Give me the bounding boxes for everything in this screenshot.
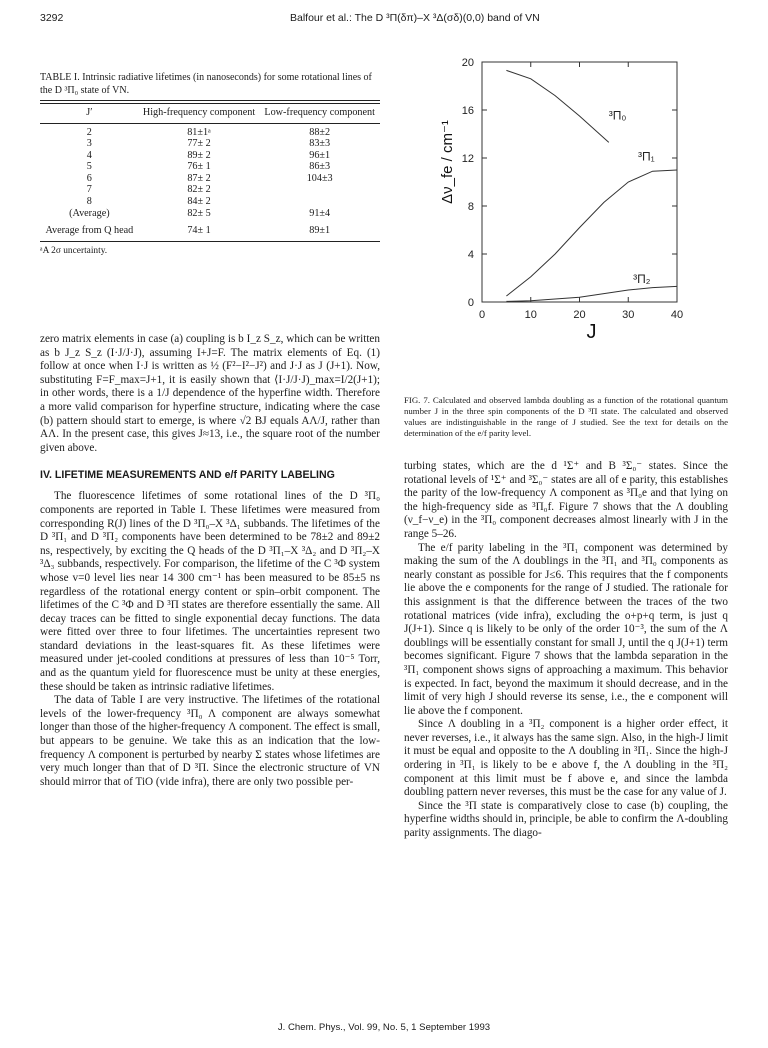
series-label-pi1: ³Π₁ <box>638 149 655 164</box>
cell-j: (Average) <box>69 207 110 219</box>
table-row <box>40 161 380 173</box>
figure-caption: FIG. 7. Calculated and observed lambda doubling as a function of the rotational quantum number J in the three spin components of the D ³Π state. The calculated and observed values are indistinguishable in the range of J studied. See the text for details on the determination of the e/f parity level. <box>404 395 728 438</box>
lifetime-table <box>40 100 380 256</box>
table-row <box>40 150 380 162</box>
series-label-pi0: ³Π₀ <box>608 108 627 123</box>
cell-high: 74± 1 <box>187 225 211 237</box>
figure-7 <box>432 52 732 342</box>
y-tick-label: 20 <box>461 57 474 69</box>
cell-low: 91±4 <box>309 207 331 219</box>
table-row <box>40 184 380 196</box>
paragraph: Since Λ doubling in a ³Π₂ component is a higher order effect, it never reverses, i.e., it always has the same sign. Also, in the high-J limit it must be equal and opposite to the Λ doubling in ³Π₁. Since the high-J ordering in ³Π₁ is likely to be e above f, the Λ doubling in the ³Π₂ component at this limit must be f above e, and since the lambda doubling pattern never reverses, this must be the case for any value of J. <box>404 718 728 799</box>
table-caption: TABLE I. Intrinsic radiative lifetimes (in nanoseconds) for some rotational lines of the D ³Π₀ state of VN. <box>40 72 372 96</box>
plot-frame <box>482 62 677 302</box>
cell-low <box>259 196 380 208</box>
cell-low: 104±3 <box>306 172 333 184</box>
cell-high: 89± 2 <box>187 149 211 161</box>
left-column <box>40 333 380 789</box>
paragraph: The e/f parity labeling in the ³Π₁ component was determined by making the sum of the Λ doublings in the ³Π₁ and ³Π₀ components as nearly constant as possible for J≤6. This requires that the f components lie above the e components for the range of J studied. The rationale for this assignment is that the difference between the traces of the two rotational matrices (vide infra), excluding the o+p+q term, is just q J(J+1). Since q is likely to be only of the order 10⁻³, the sum of the Λ doublings will be essentially constant for small J, until the q J(J+1) term becomes significant. Figure 7 shows that the lambda separation in the ³Π₁ component shows signs of approaching a maximum. This behavior is expected. In fact, beyond the maximum it should decrease, and in the limit of very high J should reverse its sense, i.e., the e component will lie above the f component. <box>404 541 728 717</box>
y-tick-label: 0 <box>467 297 474 309</box>
series-label-pi2: ³Π₂ <box>633 271 651 286</box>
x-tick-label: 30 <box>622 309 635 321</box>
cell-j: Average from Q head <box>45 225 134 237</box>
page-number: 3292 <box>40 12 64 24</box>
y-tick-label: 4 <box>467 249 474 261</box>
cell-high: 82± 2 <box>187 184 211 196</box>
x-tick-label: 20 <box>573 309 586 321</box>
table-row <box>40 208 380 220</box>
page-header <box>40 12 728 28</box>
x-tick-label: 0 <box>478 309 486 321</box>
table-footnote: ᵃA 2σ uncertainty. <box>40 245 108 256</box>
cell-low <box>259 184 380 196</box>
cell-j: 6 <box>86 172 92 184</box>
paragraph: The fluorescence lifetimes of some rotational lines of the D ³Π₀ components are reported in Table I. These lifetimes were measured from corresponding R(J) lines of the D ³Π₀–X ³Δ₁ subbands. The lifetimes of the D ³Π₁ and D ³Π₂ components have been determined to be 78±2 and 89±2 ns, respectively, by exciting the Q heads of the D ³Π₁–X ³Δ₂ and D ³Π₂–X ³Δ₃ subbands, respectively. For comparison, the lifetime of the C ³Φ system whose v=0 level lies near 14 300 cm⁻¹ has been measured to be 85±5 ns regardless of the rotational energy content or spin–orbit component. The lifetimes of the C ³Φ and D ³Π states are therefore essentially the same. All decay traces can be fitted to single exponential decay functions. The data were fitted over three to four lifetimes. The uncertainties represent two standard deviations in the least-squares fit. As these lifetimes were measured under jet-cooled conditions at pressures of less than 10⁻⁵ Torr, and as the quantum yield for fluorescence must be unity at these energies, these should be taken as intrinsic radiative lifetimes. <box>40 490 380 693</box>
series-line-1 <box>506 70 608 142</box>
cell-j: 7 <box>86 184 92 196</box>
paragraph: turbing states, which are the d ¹Σ⁺ and B ³Σ₀⁻ states. Since the rotational levels of ¹Σ⁺ and ³Σ₀⁻ states are all of e parity, this establishes the parity of the low-frequency Λ component as ³Π₀e and that lying on the high-frequency side as ³Π₀f. Figure 7 shows that the Λ doubling (ν_f−ν_e) in the ³Π₀ component decreases almost linearly with J in the range 5–26. <box>404 460 728 540</box>
table-row <box>40 173 380 185</box>
cell-j: 4 <box>86 149 92 161</box>
table-bottom-rule <box>40 241 380 242</box>
cell-low: 96±1 <box>309 149 331 161</box>
x-axis-label: J <box>586 321 597 342</box>
table-row <box>40 196 380 208</box>
paragraph: Since the ³Π state is comparatively close to case (b) coupling, the hyperfine widths should in, principle, be able to confirm the Λ-doubling parity assignments. The diago- <box>404 799 728 840</box>
y-axis-label: Δν_fe / cm⁻¹ <box>439 120 456 204</box>
cell-j: 3 <box>86 138 92 150</box>
col-header-high: High-frequency component <box>142 107 256 118</box>
x-tick-label: 10 <box>524 309 537 321</box>
lambda-doubling-chart <box>432 52 732 342</box>
running-head: Balfour et al.: The D ³Π(δπ)–X ³Δ(σδ)(0,0) band of VN <box>290 12 540 24</box>
journal-footer: J. Chem. Phys., Vol. 99, No. 5, 1 September 1993 <box>277 1022 491 1033</box>
cell-low: 89±1 <box>309 225 331 237</box>
series-line-3 <box>506 286 677 301</box>
table-row <box>40 138 380 150</box>
col-header-j: J′ <box>86 107 93 118</box>
table-row <box>40 219 380 237</box>
series-line-2 <box>506 170 677 296</box>
cell-high: 77± 2 <box>187 138 211 150</box>
table-row <box>40 127 380 139</box>
cell-low: 86±3 <box>309 161 331 173</box>
y-tick-label: 8 <box>467 201 474 213</box>
cell-high: 76± 1 <box>187 161 211 173</box>
x-tick-label: 40 <box>670 309 684 321</box>
cell-low: 83±3 <box>309 138 331 150</box>
right-column <box>404 460 728 841</box>
cell-j: 2 <box>86 126 92 138</box>
cell-low: 88±2 <box>309 126 331 138</box>
cell-high: 81±1ᵃ <box>187 126 211 138</box>
cell-high: 87± 2 <box>187 172 211 184</box>
paragraph: The data of Table I are very instructive. The lifetimes of the rotational levels of the lower-frequency ³Π₀ Λ component are always somewhat longer than those of the higher-frequency Λ component. The effect is small, but appears to be genuine. We take this as an indication that the low-frequency Λ component is perturbed by nearby Σ states whose lifetimes are very much longer than that of D ³Π. Since the electronic structure of VN should mirror that of TiO (vide infra), there are only two possible per- <box>40 694 380 788</box>
cell-j: 5 <box>86 161 92 173</box>
y-tick-label: 16 <box>461 105 474 117</box>
section-heading: IV. LIFETIME MEASUREMENTS AND e/f PARITY LABELING <box>40 469 335 482</box>
cell-j: 8 <box>86 196 92 208</box>
table-body <box>40 123 380 237</box>
cell-high: 84± 2 <box>187 196 211 208</box>
col-header-low: Low-frequency component <box>264 107 375 118</box>
y-tick-label: 12 <box>461 153 474 165</box>
paragraph: zero matrix elements in case (a) coupling is b I_z S_z, which can be written as b J_z S_z (I·J/J·J), assuming I+J=F. The matrix elements of Eq. (1) follow at once when I·J is written as ½ (F²−I²−J²) and J·J as J (J+1). Now, substituting F=F_max=J+1, it is easily shown that ⟨I·J/J·J)_max=I/2(J+1); in other words, there is a 1/J dependence of the hyperfine width. Therefore a more valid comparison for hyperfine structure, indicating where the case (b) pattern should start to emerge, is where √2 BJ equals AΛ/J, rather than AΛ. In the present case, this gives J≈13, i.e., the square root of the number given above. <box>40 333 380 454</box>
table-top-rule <box>40 100 380 101</box>
cell-high: 82± 5 <box>187 207 211 219</box>
